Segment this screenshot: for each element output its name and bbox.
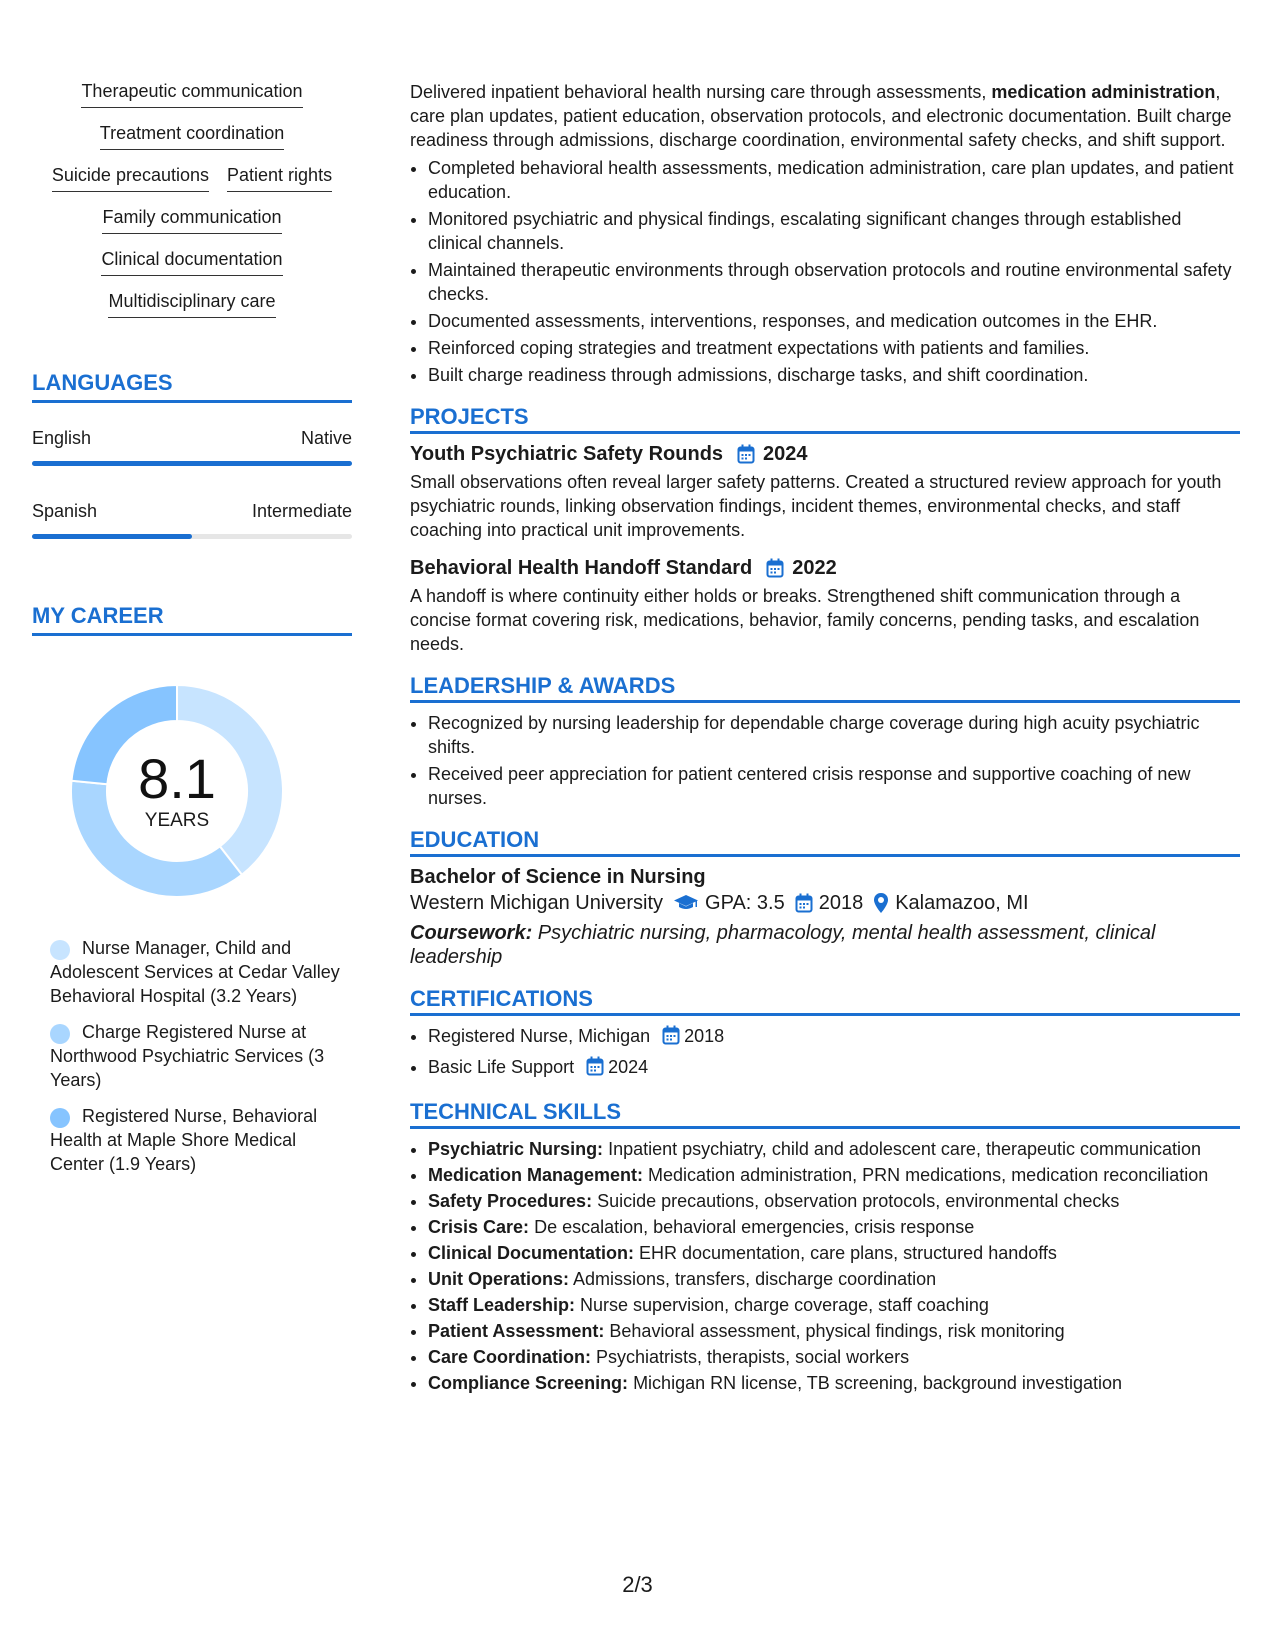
career-item xyxy=(50,1020,352,1092)
languages-heading: LANGUAGES xyxy=(32,370,352,403)
legend-dot xyxy=(50,1108,70,1128)
skill-row xyxy=(102,206,281,234)
project-title-row xyxy=(410,442,1240,466)
tech-skill-item xyxy=(428,1371,1240,1395)
language-bar-fill xyxy=(32,461,352,466)
tech-skill-text: Psychiatrists, therapists, social workers xyxy=(591,1347,910,1367)
coursework xyxy=(410,921,1240,969)
page-number: 2/3 xyxy=(622,1572,653,1597)
technical-skills-list xyxy=(410,1137,1240,1395)
tech-skill-item xyxy=(428,1267,1240,1291)
tech-skill-text: De escalation, behavioral emergencies, crisis response xyxy=(529,1217,975,1237)
languages-list xyxy=(32,427,352,539)
tech-skill-text: Nurse supervision, charge coverage, staff coaching xyxy=(575,1295,989,1315)
career-donut-chart xyxy=(62,676,292,906)
tech-skill-text: Suicide precautions, observation protocols, environmental checks xyxy=(592,1191,1120,1211)
language-item xyxy=(32,500,352,539)
career-text: Registered Nurse, Behavioral Health at Maple Shore Medical Center (1.9 Years) xyxy=(50,1106,318,1174)
skill-row xyxy=(81,80,302,108)
career-text: Nurse Manager, Child and Adolescent Services at Cedar Valley Behavioral Hospital (3.2 Years) xyxy=(50,938,340,1006)
skill-tag: Clinical documentation xyxy=(101,248,282,276)
tech-skill-label: Safety Procedures: xyxy=(428,1191,593,1211)
skill-row xyxy=(108,290,275,318)
tech-skill-label: Unit Operations: xyxy=(428,1269,570,1289)
tech-skill-item xyxy=(428,1319,1240,1343)
tech-skill-label: Psychiatric Nursing: xyxy=(428,1139,604,1159)
left-column xyxy=(32,80,352,1188)
legend-dot xyxy=(50,1024,70,1044)
gpa: GPA: 3.5 xyxy=(705,892,785,914)
language-item xyxy=(32,427,352,466)
coursework-text: Psychiatric nursing, pharmacology, mental health assessment, clinical leadership xyxy=(410,922,1156,968)
tech-skill-label: Crisis Care: xyxy=(428,1217,530,1237)
language-bar xyxy=(32,461,352,466)
experience-bullet: • Maintained therapeutic environments through observation protocols and routine environmental safety checks. xyxy=(428,258,1240,306)
tech-skill-text: Inpatient psychiatry, child and adolescent care, therapeutic communication xyxy=(603,1139,1202,1159)
experience-bullet: • Documented assessments, interventions, responses, and medication outcomes in the EHR. xyxy=(428,309,1240,333)
language-row xyxy=(32,427,352,449)
skill-tag: Patient rights xyxy=(227,164,332,192)
project-year: 2024 xyxy=(763,443,808,465)
experience-bullets xyxy=(410,156,1240,387)
coursework-label: Coursework: xyxy=(410,922,533,944)
tech-skill-item xyxy=(428,1241,1240,1265)
tech-skill-text: Medication administration, PRN medications, medication reconciliation xyxy=(643,1165,1209,1185)
experience-summary xyxy=(410,80,1240,152)
education-meta xyxy=(410,891,1240,915)
certification-name: Basic Life Support xyxy=(428,1057,575,1077)
experience-bullet: • Built charge readiness through admissions, discharge tasks, and shift coordination. xyxy=(428,363,1240,387)
calendar-icon xyxy=(662,1025,680,1051)
projects-heading: PROJECTS xyxy=(410,405,1240,434)
skill-row xyxy=(100,122,284,150)
language-name: Spanish xyxy=(32,501,98,521)
career-legend xyxy=(32,936,352,1176)
tech-skill-item xyxy=(428,1293,1240,1317)
skill-tag: Treatment coordination xyxy=(100,122,284,150)
leadership-heading: LEADERSHIP & AWARDS xyxy=(410,674,1240,703)
project-item xyxy=(410,442,1240,542)
skill-tag: Multidisciplinary care xyxy=(108,290,275,318)
skills-tags xyxy=(32,80,352,332)
language-level: Native xyxy=(300,428,352,448)
school-location: Kalamazoo, MI xyxy=(895,892,1029,914)
right-column xyxy=(410,80,1240,1397)
skill-tag: Therapeutic communication xyxy=(81,80,302,108)
map-pin-icon xyxy=(873,892,889,914)
project-item xyxy=(410,556,1240,656)
summary-text-a: Delivered inpatient behavioral health nursing care through assessments, xyxy=(410,82,992,102)
tech-skill-label: Clinical Documentation: xyxy=(428,1243,635,1263)
project-title: Behavioral Health Handoff Standard xyxy=(410,557,753,579)
tech-skill-text: Admissions, transfers, discharge coordination xyxy=(569,1269,937,1289)
certification-item xyxy=(428,1024,1240,1051)
leadership-bullets xyxy=(410,711,1240,810)
experience-bullet: • Monitored psychiatric and physical findings, escalating significant changes through established clinical channels. xyxy=(428,207,1240,255)
graduation-cap-icon xyxy=(673,894,699,912)
leadership-bullet: • Received peer appreciation for patient centered crisis response and supportive coaching of new nurses. xyxy=(428,762,1240,810)
degree-title: Bachelor of Science in Nursing xyxy=(410,866,706,888)
tech-skill-item xyxy=(428,1215,1240,1239)
projects-list xyxy=(410,442,1240,656)
project-description: A handoff is where continuity either holds or breaks. Strengthened shift communication through a concise format covering risk, medications, behavior, family concerns, pending tasks, and escalation needs. xyxy=(410,586,1200,654)
project-description: Small observations often reveal larger safety patterns. Created a structured review approach for youth psychiatric rounds, linking observation findings, incident themes, environmental checks, and staff coaching into practical unit improvements. xyxy=(410,472,1222,540)
certification-name: Registered Nurse, Michigan xyxy=(428,1026,651,1046)
legend-dot xyxy=(50,940,70,960)
language-bar-fill xyxy=(32,534,192,539)
certifications-heading: CERTIFICATIONS xyxy=(410,987,1240,1016)
career-item xyxy=(50,936,352,1008)
career-item xyxy=(50,1104,352,1176)
tech-skill-text: EHR documentation, care plans, structured handoffs xyxy=(634,1243,1057,1263)
project-year: 2022 xyxy=(792,557,837,579)
education-heading: EDUCATION xyxy=(410,828,1240,857)
skill-row xyxy=(101,248,282,276)
skill-row xyxy=(52,164,332,192)
donut-center xyxy=(62,676,292,906)
language-level: Intermediate xyxy=(251,501,352,521)
language-name: English xyxy=(32,428,92,448)
skill-tag: Family communication xyxy=(102,206,281,234)
experience-bullet: • Reinforced coping strategies and treatment expectations with patients and families. xyxy=(428,336,1240,360)
certification-item xyxy=(428,1055,1240,1082)
graduation-year: 2018 xyxy=(818,892,864,914)
calendar-icon xyxy=(737,444,755,464)
calendar-icon xyxy=(795,893,813,913)
summary-bold: medication administration xyxy=(991,82,1216,102)
tech-skill-item xyxy=(428,1189,1240,1213)
career-unit: YEARS xyxy=(144,810,210,831)
school-name: Western Michigan University xyxy=(410,892,664,914)
tech-skill-text: Michigan RN license, TB screening, background investigation xyxy=(628,1373,1122,1393)
skill-tag: Suicide precautions xyxy=(52,164,209,192)
tech-skill-text: Behavioral assessment, physical findings, risk monitoring xyxy=(604,1321,1065,1341)
tech-skill-item xyxy=(428,1137,1240,1161)
certifications-list xyxy=(410,1024,1240,1082)
career-heading: MY CAREER xyxy=(32,603,352,636)
certification-year: 2018 xyxy=(684,1026,725,1046)
language-bar xyxy=(32,534,352,539)
tech-skill-label: Care Coordination: xyxy=(428,1347,592,1367)
tech-skill-item xyxy=(428,1345,1240,1369)
tech-skill-label: Medication Management: xyxy=(428,1165,644,1185)
calendar-icon xyxy=(586,1056,604,1082)
project-title: Youth Psychiatric Safety Rounds xyxy=(410,443,724,465)
summary-text-b: , care plan updates, patient education, observation protocols, and electronic documentation. Built charge readiness through admissions, discharge coordination, environmental safety checks, and shift support. xyxy=(410,82,1232,150)
calendar-icon xyxy=(766,558,784,578)
career-total: 8.1 xyxy=(138,747,216,810)
tech-skill-label: Patient Assessment: xyxy=(428,1321,605,1341)
tech-skill-label: Staff Leadership: xyxy=(428,1295,576,1315)
tech-skill-item xyxy=(428,1163,1240,1187)
language-row xyxy=(32,500,352,522)
tech-skill-label: Compliance Screening: xyxy=(428,1373,629,1393)
leadership-bullet: • Recognized by nursing leadership for dependable charge coverage during high acuity psychiatric shifts. xyxy=(428,711,1240,759)
technical-skills-heading: TECHNICAL SKILLS xyxy=(410,1100,1240,1129)
experience-bullet: • Completed behavioral health assessments, medication administration, care plan updates, and patient education. xyxy=(428,156,1240,204)
project-title-row xyxy=(410,556,1240,580)
education-entry xyxy=(410,865,1240,969)
certification-year: 2024 xyxy=(608,1057,649,1077)
career-text: Charge Registered Nurse at Northwood Psychiatric Services (3 Years) xyxy=(50,1022,325,1090)
